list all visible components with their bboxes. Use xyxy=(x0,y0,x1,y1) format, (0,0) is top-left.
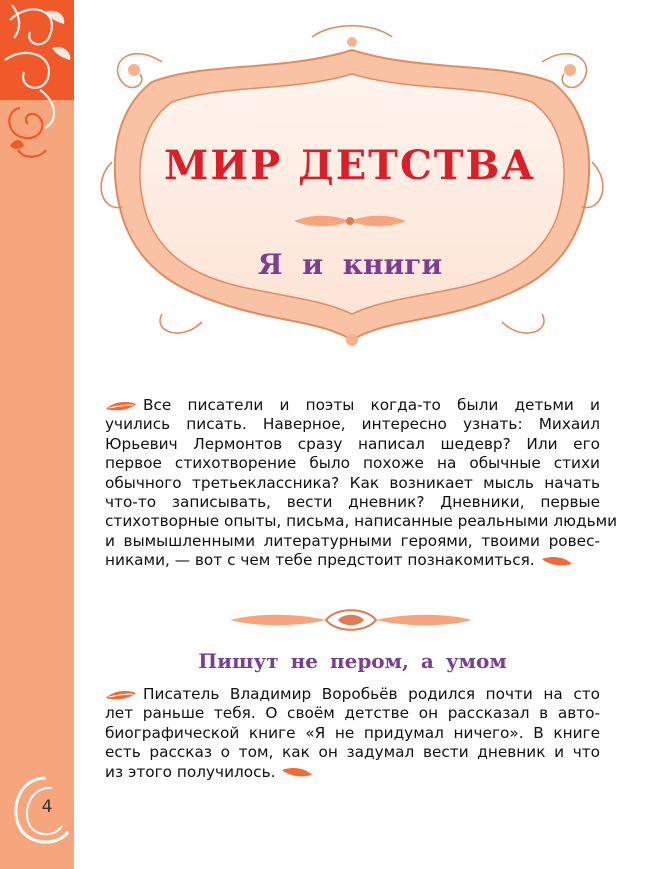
text-line: обычного третьеклассника? Как возникает мысль начать xyxy=(105,473,600,492)
text-line: из этого получилось. xyxy=(105,763,600,782)
leaf-end-icon xyxy=(281,766,313,778)
text-line: Писатель Владимир Воробьёв родился почти на сто xyxy=(105,685,600,704)
text-line: никами, — вот с чем тебе предстоит познакомиться. xyxy=(105,551,600,570)
page-subtitle: Я и книги xyxy=(257,248,443,281)
text-line: есть рассказ о том, как он задумал вести дневник и что xyxy=(105,743,600,762)
corner-swirl-ornament xyxy=(0,0,74,170)
text-line: первое стихотворение было похоже на обычные стихи xyxy=(105,454,600,473)
text-line: учились писать. Наверное, интересно узнать: Михаил xyxy=(105,415,600,434)
title-divider-ornament xyxy=(292,212,408,230)
story-paragraph xyxy=(105,685,600,782)
text-line: стихотворные опыты, письма, написанные реальными людьми xyxy=(105,512,618,531)
text-line: и вымышленными литературными героями, твоими ровес- xyxy=(105,531,600,550)
text-line: лет раньше тебя. О своём детстве он рассказал в авто- xyxy=(105,704,600,723)
text-line: Юрьевич Лермонтов сразу написал шедевр? Или его xyxy=(105,434,600,453)
intro-paragraph xyxy=(105,396,618,571)
leaf-end-icon xyxy=(541,555,573,567)
text-line: что-то записывать, вести дневник? Дневники, первые xyxy=(105,493,600,512)
text-line: Все писатели и поэты когда-то были детьми и xyxy=(105,396,600,415)
text-line: биографической книге «Я не придумал ничего». В книге xyxy=(105,723,600,742)
leaf-bullet-icon xyxy=(105,400,137,412)
page-number: 4 xyxy=(41,797,53,817)
section-divider-ornament xyxy=(226,605,476,635)
leaf-bullet-icon xyxy=(105,689,137,701)
page-title: МИР ДЕТСТВА xyxy=(164,142,536,189)
section-heading: Пишут не пером, а умом xyxy=(198,649,507,673)
